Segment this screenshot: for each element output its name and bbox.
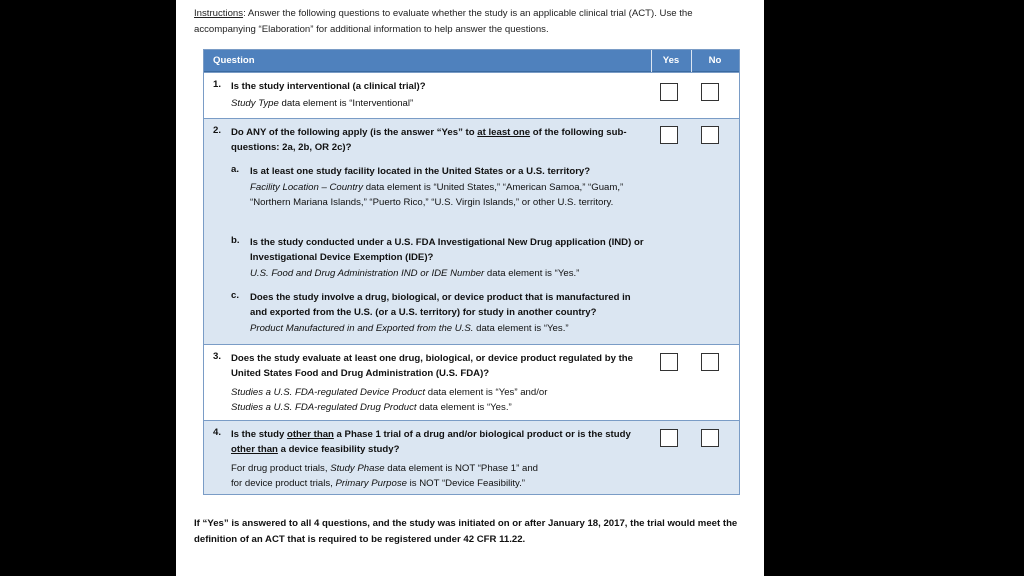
q4-detail-line-2 xyxy=(231,476,651,491)
q4-no-checkbox[interactable] xyxy=(701,429,719,447)
q1-detail-rest: data element is “Interventional” xyxy=(278,98,414,109)
q2-text-part: Do ANY of the following apply (is the answer “Yes” to xyxy=(231,127,478,138)
q4-number: 4. xyxy=(213,427,222,438)
act-checklist-table xyxy=(203,49,740,495)
q4-detail-rest: data element is NOT “Phase 1” and xyxy=(384,463,538,474)
q2c-detail-element: Product Manufactured in and Exported from the U.S. xyxy=(250,323,474,334)
q2b-detail-rest: data element is “Yes.” xyxy=(484,268,580,279)
q4-detail-prefix: For drug product trials, xyxy=(231,463,331,474)
q2-text-part: of the following sub-questions: 2a, 2b, OR 2c)? xyxy=(231,127,627,154)
q3-detail-rest: data element is “Yes.” xyxy=(416,402,512,413)
q1-number: 1. xyxy=(213,79,222,90)
footer-note: If “Yes” is answered to all 4 questions, and the study was initiated on or after January 18, 2017, the trial would meet the definition of an ACT that is required to be registered under 42 CFR 11.22. xyxy=(194,518,738,545)
q4-detail-line-1 xyxy=(231,461,651,476)
header-no: No xyxy=(708,55,722,66)
q2a-text: Is at least one study facility located in the United States or a U.S. territory? xyxy=(250,166,591,177)
q3-detail-rest: data element is “Yes” and/or xyxy=(425,387,548,398)
q3-text: Does the study evaluate at least one drug, biological, or device product regulated by the United States Food and Drug Administration (U.S. FDA)? xyxy=(231,353,633,380)
q2b-text: Is the study conducted under a U.S. FDA Investigational New Drug application (IND) or Investigational Device Exemption (IDE)? xyxy=(250,237,644,264)
q2a-label: a. xyxy=(231,164,240,175)
q4-text-underlined: other than xyxy=(286,429,334,440)
q2c-label: c. xyxy=(231,290,240,301)
q4-detail-element: Study Phase xyxy=(330,463,385,474)
instructions-label: Instructions xyxy=(194,8,244,19)
q2-yes-checkbox[interactable] xyxy=(660,126,678,144)
instructions xyxy=(194,6,754,38)
q4-text-underlined: other than xyxy=(231,444,278,456)
q4-text-part: Is the study xyxy=(231,429,287,440)
q2-number: 2. xyxy=(213,125,222,136)
q2-no-checkbox[interactable] xyxy=(701,126,719,144)
q2b-detail-element: U.S. Food and Drug Administration IND or IDE Number xyxy=(250,268,485,279)
q3-detail-element: Studies a U.S. FDA-regulated Drug Product xyxy=(231,402,417,413)
q4-detail-element: Primary Purpose xyxy=(335,478,407,489)
q2b-label: b. xyxy=(231,235,240,246)
q4-text-part: a device feasibility study? xyxy=(277,444,400,456)
question-row-4 xyxy=(204,420,739,494)
q4-text-part: a Phase 1 trial of a drug and/or biological product or is the study xyxy=(333,429,631,440)
q1-no-checkbox[interactable] xyxy=(701,83,719,101)
document-page xyxy=(176,0,764,576)
q3-no-checkbox[interactable] xyxy=(701,353,719,371)
q2-text-underlined: at least one xyxy=(477,127,531,138)
q2c-detail xyxy=(250,321,650,336)
header-question: Question xyxy=(213,55,255,66)
q2c-detail-rest: data element is “Yes.” xyxy=(473,323,569,334)
q4-yes-checkbox[interactable] xyxy=(660,429,678,447)
q3-yes-checkbox[interactable] xyxy=(660,353,678,371)
q1-yes-checkbox[interactable] xyxy=(660,83,678,101)
table-header xyxy=(204,50,739,72)
q4-detail-rest: is NOT “Device Feasibility.” xyxy=(406,478,525,489)
question-row-1 xyxy=(204,72,739,118)
q1-text: Is the study interventional (a clinical trial)? xyxy=(231,81,426,92)
q4-detail-prefix: for device product trials, xyxy=(231,478,336,489)
question-row-2 xyxy=(204,118,739,344)
q1-detail-element: Study Type xyxy=(231,98,279,109)
q3-detail-line-2 xyxy=(231,400,651,415)
instructions-text: : Answer the following questions to evaluate whether the study is an applicable clinical trial (ACT). Use the accompanying “Elaboration” for additional information to help answer the questions. xyxy=(194,8,693,35)
q1-detail xyxy=(231,96,641,111)
q2b-detail xyxy=(250,266,650,281)
q4-text xyxy=(231,427,641,457)
q2a-detail-element: Facility Location – Country xyxy=(250,182,364,193)
q2a-detail xyxy=(250,180,630,210)
q2a-detail-rest: data element is “United States,” “American Samoa,” “Guam,” “Northern Mariana Islands,” “Puerto Rico,” “U.S. Virgin Islands,” or other U.S. territory. xyxy=(250,182,624,209)
header-yes: Yes xyxy=(662,55,680,66)
q3-detail-line-1 xyxy=(231,385,651,400)
q3-detail-element: Studies a U.S. FDA-regulated Device Product xyxy=(231,387,426,398)
question-row-3 xyxy=(204,344,739,420)
q3-number: 3. xyxy=(213,351,222,362)
q2-text xyxy=(231,125,641,155)
q2c-text: Does the study involve a drug, biological, or device product that is manufactured in and exported from the U.S. (or a U.S. territory) for study in another country? xyxy=(250,292,631,319)
